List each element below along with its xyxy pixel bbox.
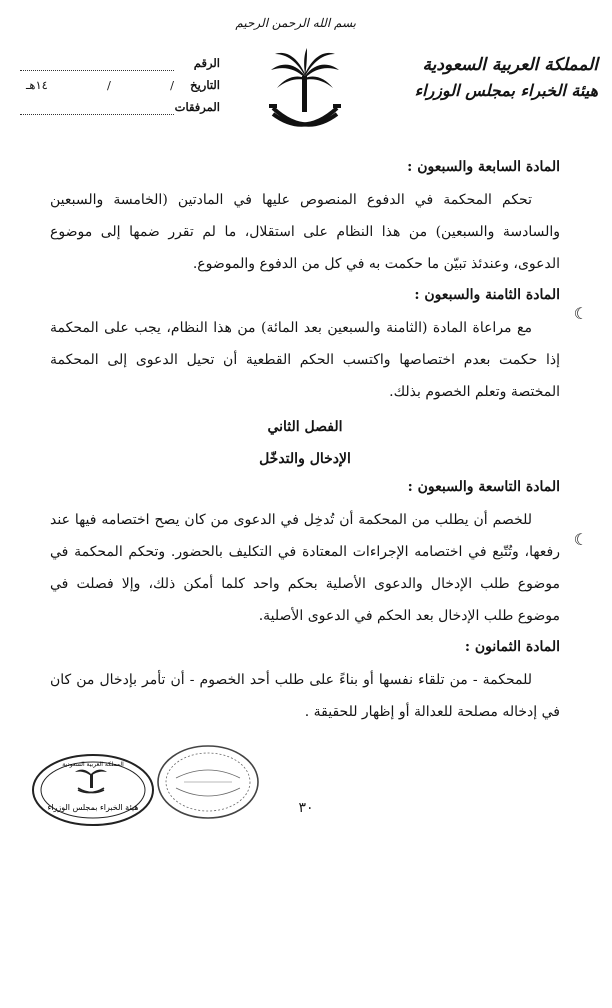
page-number: ٣٠ xyxy=(298,800,314,816)
attachments-row xyxy=(20,98,220,120)
saudi-emblem-palm-swords-icon xyxy=(267,48,343,136)
article-77-text: تحكم المحكمة في الدفوع المنصوص عليها في المادتين (الخامسة والسبعين والسادسة والسبعين) من هذا النظام على استقلال، ما لم تقرر ضمها إلى موضوع الدعوى، وعندئذ تبيّن ما حكمت به في كل من الدفوع والموضوع. xyxy=(50,192,560,272)
article-79-text: للخصم أن يطلب من المحكمة أن تُدخِل في الدعوى من كان يصح اختصامه فيها عند رفعها، وتُتّبع في اختصامه الإجراءات المعتادة في التكليف بالحضور. وتحكم المحكمة في موضوع طلب الإدخال والدعوى الأصلية بحكم واحد كلما أمكن ذلك، وإلا فصلت في موضوع طلب الإدخال بعد الحكم في الدعوى الأصلية. xyxy=(50,512,560,624)
margin-mark-icon: ☾ xyxy=(573,304,588,323)
ref-row xyxy=(20,54,220,76)
article-80-heading: المادة الثمانون : xyxy=(464,639,560,655)
kingdom-name: المملكة العربية السعودية xyxy=(422,55,598,75)
government-title xyxy=(378,52,598,104)
article-80-text: للمحكمة - من تلقاء نفسها أو بناءً على طلب أحد الخصوم - أن تأمر بإدخال من كان في إدخاله مصلحة للعدالة أو إظهار للحقيقة . xyxy=(50,672,560,720)
document-body xyxy=(50,156,560,732)
article-78-text: مع مراعاة المادة (الثامنة والسبعين بعد المائة) من هذا النظام، يجب على المحكمة إذا حكمت بعدم اختصاصها واكتسب الحكم القطعية أن تحيل الدعوى إلى المحكمة المختصة وتعلم الخصوم بذلك. xyxy=(50,320,560,400)
article-79-heading: المادة التاسعة والسبعون : xyxy=(407,479,560,495)
official-seal-stamp xyxy=(30,752,156,828)
circular-seal-stamp xyxy=(154,742,262,822)
ref-line xyxy=(20,70,174,71)
authority-name: هيئة الخبراء بمجلس الوزراء xyxy=(414,81,598,100)
attachments-label: المرفقات xyxy=(174,100,220,114)
date-sep-1: / xyxy=(170,78,174,92)
stamp-left-top: المملكة العربية السعودية xyxy=(62,761,124,768)
ref-label: الرقم xyxy=(193,56,220,70)
date-sep-2: / xyxy=(107,78,111,92)
attachments-line xyxy=(20,114,174,115)
date-year: ١٤هـ xyxy=(26,78,48,92)
reference-block xyxy=(20,54,220,120)
chapter-subtitle: الإدخال والتدخّل xyxy=(259,451,351,467)
date-row xyxy=(20,76,220,98)
article-77-heading: المادة السابعة والسبعون : xyxy=(407,159,560,175)
stamp-left-text: هيئة الخبراء بمجلس الوزراء xyxy=(47,803,139,812)
basmala: بسم الله الرحمن الرحيم xyxy=(235,16,356,30)
date-value xyxy=(26,76,174,94)
article-78-heading: المادة الثامنة والسبعون : xyxy=(414,287,560,303)
margin-mark-icon: ☾ xyxy=(573,530,588,549)
chapter-title: الفصل الثاني xyxy=(267,419,343,435)
date-label: التاريخ xyxy=(190,78,220,92)
